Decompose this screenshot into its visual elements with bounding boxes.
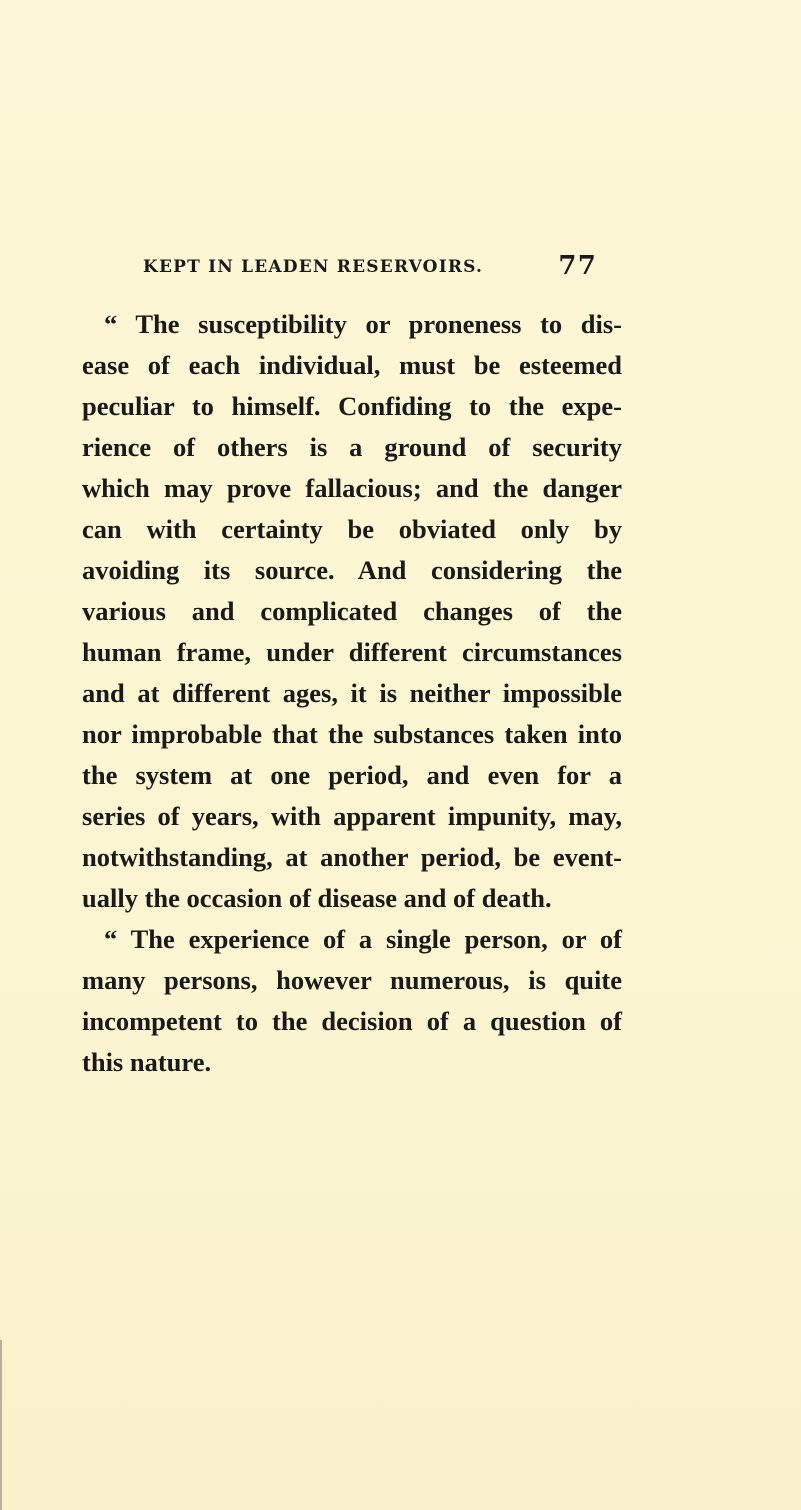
text-line: this nature. [82, 1047, 212, 1077]
text-line: which may prove fallacious; and the danger [82, 473, 622, 503]
text-line: ually the occasion of disease and of death. [82, 883, 552, 913]
page-edge-shadow [0, 1340, 2, 1510]
text-line: human frame, under different circumstances [82, 637, 622, 667]
text-line: and at different ages, it is neither impossible [82, 678, 622, 708]
text-line: can with certainty be obviated only by [82, 514, 622, 544]
text-line: ease of each individual, must be esteemed [82, 350, 622, 380]
body-text [82, 304, 622, 1083]
running-head [143, 253, 597, 283]
text-line: various and complicated changes of the [82, 596, 622, 626]
running-title: KEPT IN LEADEN RESERVOIRS. [143, 257, 484, 277]
text-line: incompetent to the decision of a question of [82, 1006, 622, 1036]
text-line: peculiar to himself. Confiding to the expe- [82, 391, 622, 421]
text-line: many persons, however numerous, is quite [82, 965, 622, 995]
text-line: rience of others is a ground of security [82, 432, 622, 462]
text-line: avoiding its source. And considering the [82, 555, 622, 585]
text-line: nor improbable that the substances taken into [82, 719, 622, 749]
text-line: series of years, with apparent impunity, may, [82, 801, 622, 831]
text-line: “ The experience of a single person, or of [104, 924, 622, 954]
text-line: “ The susceptibility or proneness to dis- [104, 309, 622, 339]
text-line: the system at one period, and even for a [82, 760, 622, 790]
text-line: notwithstanding, at another period, be event- [82, 842, 622, 872]
page-number: 77 [558, 251, 597, 281]
